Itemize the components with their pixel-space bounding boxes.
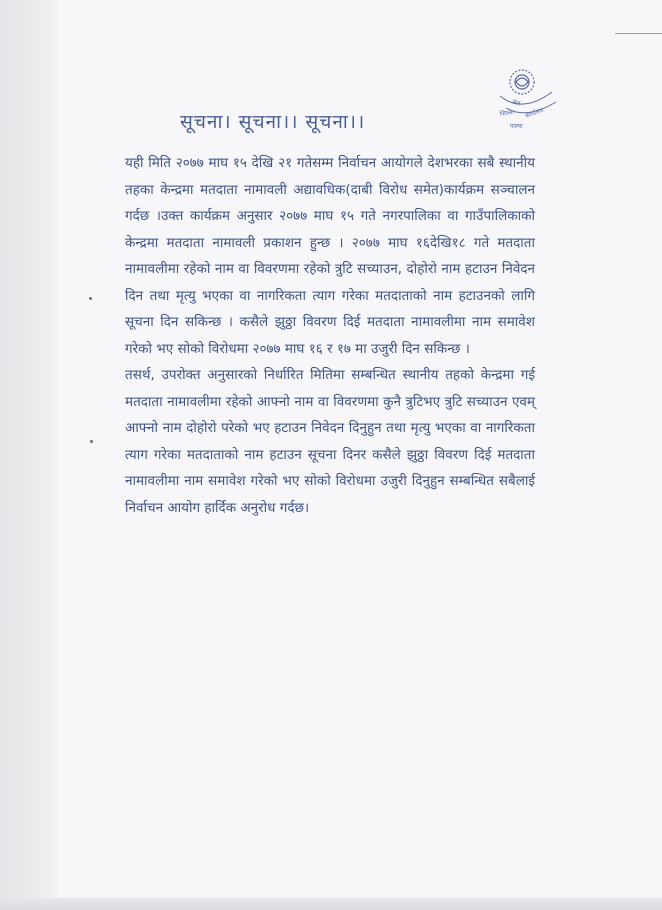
- notice-title: सूचना। सूचना।। सूचना।।: [180, 111, 366, 133]
- notice-body: [125, 150, 535, 521]
- office-seal-icon: [492, 62, 562, 132]
- svg-text:कार्यालय: कार्यालय: [524, 106, 545, 120]
- scan-speck: [89, 297, 92, 300]
- top-edge-rule: [615, 33, 662, 34]
- svg-text:पाल्पा: पाल्पा: [510, 123, 523, 130]
- notice-paragraph-1: यही मिति २०७७ माघ १५ देखि २१ गतेसम्म निर्वाचन आयोगले देशभरका सबै स्थानीय तहका केन्द्रमा मतदाता नामावली अद्यावधिक(दाबी विरोध समेत)कार्यक्रम सञ्चालन गर्दछ ।उक्त कार्यक्रम अनुसार २०७७ माघ १५ गते नगरपालिका वा गाउँपालिकाको केन्द्रमा मतदाता नामावली प्रकाशन हुन्छ । २०७७ माघ १६देखि१८ गते मतदाता नामावलीमा रहेको नाम वा विवरणमा रहेको त्रुटि सच्याउन, दोहोरो नाम हटाउन निवेदन दिन तथा मृत्यु भएका वा नागरिकता त्याग गरेका मतदाताको नाम हटाउनको लागि सूचना दिन सकिन्छ । कसैले झुठ्ठा विवरण दिई मतदाता नामावलीमा नाम समावेश गरेको भए सोको विरोधमा २०७७ माघ १६ र १७ मा उजुरी दिन सकिन्छ ।: [125, 155, 535, 357]
- svg-text:सेल: सेल: [511, 99, 521, 108]
- scan-speck: [90, 440, 93, 443]
- svg-text:जिल्ला: जिल्ला: [499, 109, 515, 118]
- page-margin-shadow: [0, 0, 58, 910]
- notice-paragraph-2: तसर्थ, उपरोक्त अनुसारको निर्धारित मितिमा सम्बन्धित स्थानीय तहको केन्द्रमा गई मतदाता नामावलीमा रहेको आफ्नो नाम वा विवरणमा कुनै त्रुटिभए त्रुटि सच्याउन एवम् आफ्नो नाम दोहोरो परेको भए हटाउन निवेदन दिनुहुन तथा मृत्यु भएका वा नागरिकता त्याग गरेका मतदाताको नाम हटाउन सूचना दिनर कसैले झुठ्ठा विवरण दिई मतदाता नामावलीमा नाम समावेश गरेको भए सोको विरोधमा उजुरी दिनुहुन सम्बन्धित सबैलाई निर्वाचन आयोग हार्दिक अनुरोध गर्दछ।: [125, 367, 535, 516]
- page-bottom-edge: [0, 898, 662, 910]
